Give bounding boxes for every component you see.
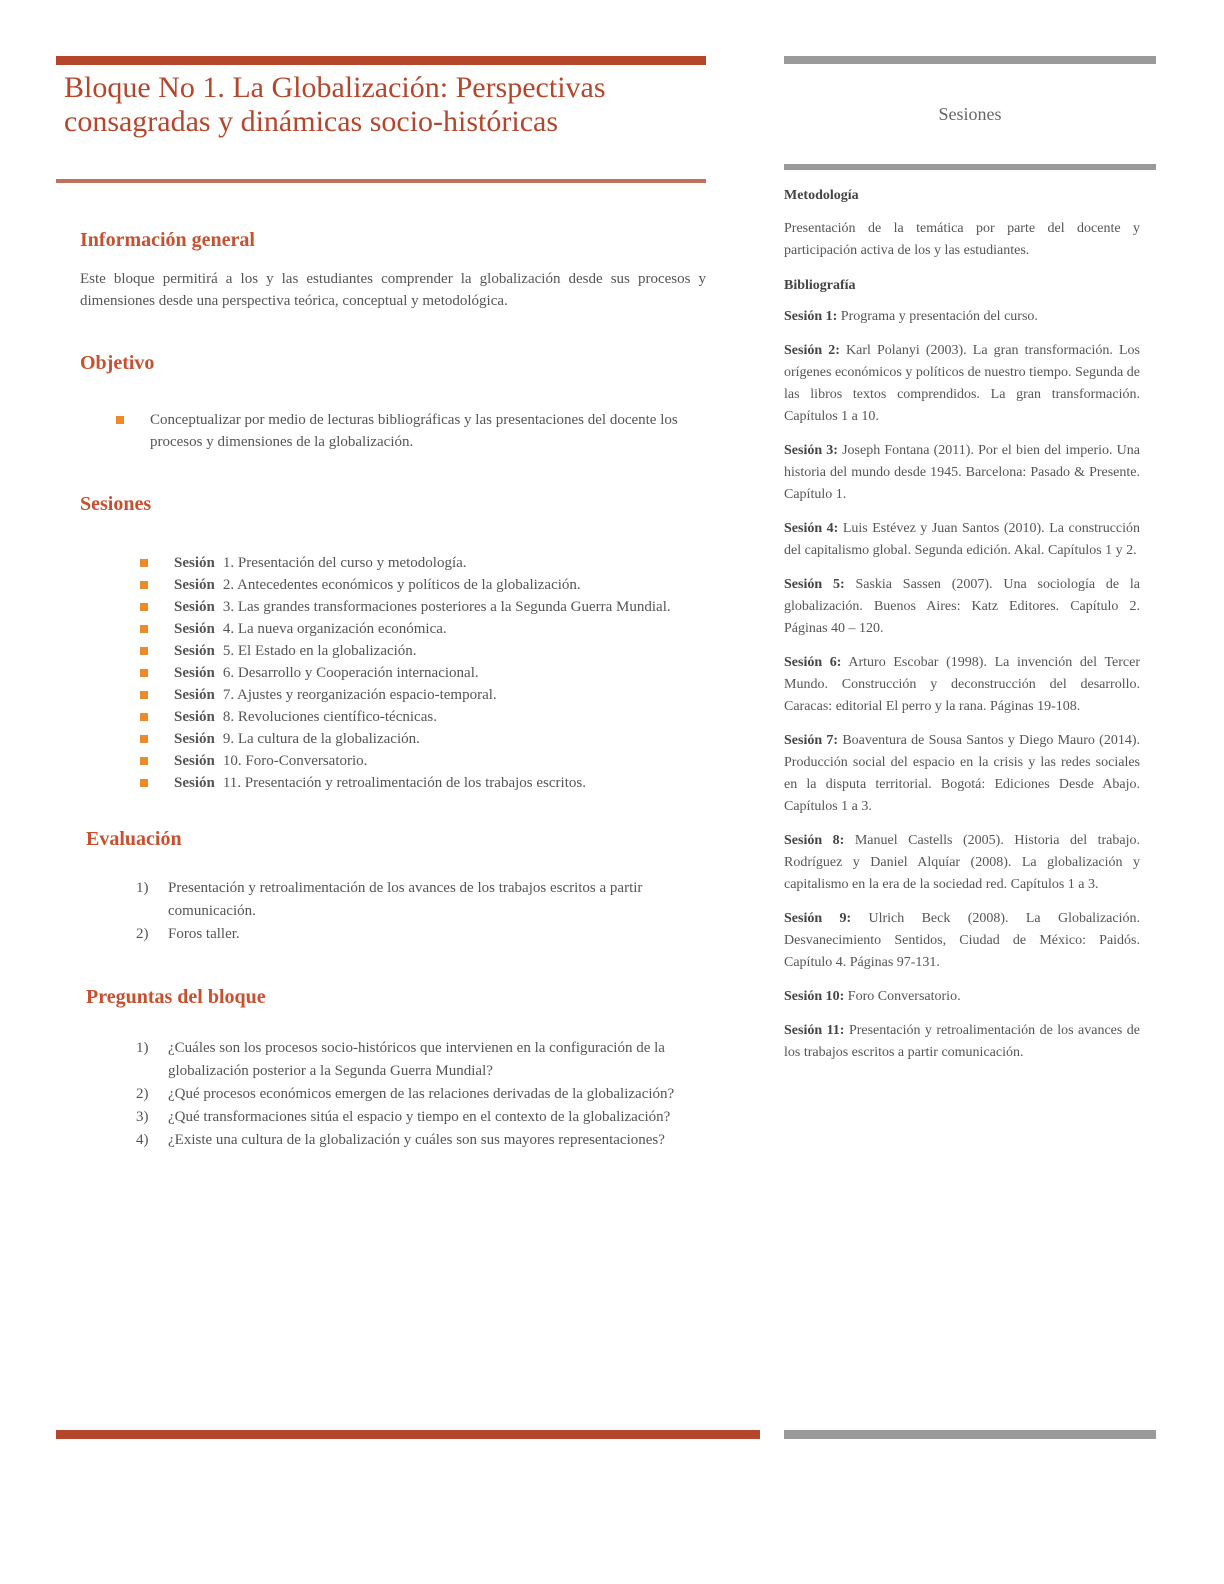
bullet-icon [140,757,148,765]
biblio-entry: Sesión 8: Manuel Castells (2005). Historia del trabajo. Rodríguez y Daniel Alquíar (2008). La globalización y capitalismo en la era de la sociedad red. Capítulos 1 a 3. [784,833,1141,892]
biblio-entry: Sesión 7: Boaventura de Sousa Santos y Diego Mauro (2014). Producción social del espacio en la crisis y las redes sociales en la disputa territorial. Bogotá: Ediciones Desde Abajo. Capítulos 1 a 3. [784,733,1140,814]
biblio-entry: Sesión 2: Karl Polanyi (2003). La gran transformación. Los orígenes económicos y políticos de nuestro tiempo. Segunda de las libros textos comprendidos. La gran transformación. Capítulos 1 a 10. [784,343,1140,424]
page-title: Bloque No 1. La Globalización: Perspectivas consagradas y dinámicas socio-históricas [64,71,606,138]
sesion-item: Sesión 11. Presentación y retroalimentación de los trabajos escritos. [174,772,730,794]
footer-rule-right [784,1430,1156,1439]
footer-rule-left [56,1430,760,1439]
biblio-entry: Sesión 3: Joseph Fontana (2011). Por el bien del imperio. Una historia del mundo desde 1945. Barcelona: Pasado & Presente. Capítulo 1. [784,443,1140,502]
biblio-entry: Sesión 6: Arturo Escobar (1998). La invención del Tercer Mundo. Construcción y deconstrucción del desarrollo. Caracas: editorial El perro y la rana. Páginas 19-108. [784,655,1140,714]
pregunta-item: 1) ¿Cuáles son los procesos socio-históricos que intervienen en la configuración de la globalización posterior a la Segunda Guerra Mundial? [136,1040,665,1079]
bullet-icon [140,603,148,611]
biblio-entry: Sesión 5: Saskia Sassen (2007). Una sociología de la globalización. Buenos Aires: Katz Editores. Capítulo 2. Páginas 40 – 120. [784,577,1140,636]
bibliografia-list [784,306,1140,1064]
sesion-item: Sesión 2. Antecedentes económicos y políticos de la globalización. [174,574,730,596]
evaluacion-list [136,877,674,946]
evaluacion-item: 2) Foros taller. [136,926,240,942]
bullet-icon [140,691,148,699]
sesion-item: Sesión 8. Revoluciones científico-técnicas. [174,706,730,728]
bullet-icon [140,647,148,655]
pregunta-item: 2) ¿Qué procesos económicos emergen de las relaciones derivadas de la globalización? [136,1086,675,1102]
sesion-item: Sesión 6. Desarrollo y Cooperación internacional. [174,662,730,684]
metodologia-heading: Metodología [784,188,859,203]
bullet-icon [140,625,148,633]
sesion-item: Sesión 1. Presentación del curso y metodología. [174,552,730,574]
sesiones-list [174,552,730,794]
bibliografia-heading: Bibliografía [784,278,856,293]
sidebar-column [784,56,1156,1064]
sesion-item: Sesión 5. El Estado en la globalización. [174,640,730,662]
sesion-item: Sesión 7. Ajustes y reorganización espacio-temporal. [174,684,730,706]
sesion-item: Sesión 4. La nueva organización económica. [174,618,730,640]
evaluacion-heading: Evaluación [86,828,182,850]
sidebar-top-rule [784,56,1156,64]
preguntas-heading: Preguntas del bloque [86,986,266,1008]
sesion-item: Sesión 9. La cultura de la globalización. [174,728,730,750]
biblio-entry: Sesión 4: Luis Estévez y Juan Santos (2010). La construcción del capitalismo global. Segunda edición. Akal. Capítulos 1 y 2. [784,521,1141,558]
bullet-icon [116,416,124,424]
evaluacion-item: 1) Presentación y retroalimentación de los avances de los trabajos escritos a partir comunicación. [136,880,643,919]
main-column [56,56,706,1152]
bullet-icon [140,735,148,743]
title-top-rule [56,56,706,65]
metodologia-text: Presentación de la temática por parte del docente y participación activa de los y las estudiantes. [784,221,1140,258]
bullet-icon [140,713,148,721]
sesion-item: Sesión 3. Las grandes transformaciones posteriores a la Segunda Guerra Mundial. [174,596,730,618]
bullet-icon [140,669,148,677]
bullet-icon [140,559,148,567]
biblio-entry: Sesión 10: Foro Conversatorio. [784,989,961,1004]
sidebar-title: Sesiones [938,103,1002,124]
sesion-item: Sesión 10. Foro-Conversatorio. [174,750,730,772]
sesiones-heading: Sesiones [80,493,152,515]
bullet-icon [140,779,148,787]
objetivo-item: Conceptualizar por medio de lecturas bibliográficas y las presentaciones del docente los procesos y dimensiones de la globalización. [150,409,680,453]
info-text: Este bloque permitirá a los y las estudiantes comprender la globalización desde sus procesos y dimensiones desde una perspectiva teórica, conceptual y metodológica. [80,271,706,309]
biblio-entry: Sesión 1: Programa y presentación del curso. [784,309,1038,324]
pregunta-item: 4) ¿Existe una cultura de la globalización y cuáles son sus mayores representaciones? [136,1132,665,1148]
objetivo-heading: Objetivo [80,352,155,374]
info-heading: Información general [80,229,255,251]
biblio-entry: Sesión 11: Presentación y retroalimentación de los avances de los trabajos escritos a partir comunicación. [784,1023,1140,1060]
bullet-icon [140,581,148,589]
preguntas-list [136,1037,690,1152]
pregunta-item: 3) ¿Qué transformaciones sitúa el espacio y tiempo en el contexto de la globalización? [136,1109,671,1125]
biblio-entry: Sesión 9: Ulrich Beck (2008). La Globalización. Desvanecimiento Sentidos, Ciudad de México: Paidós. Capítulo 4. Páginas 97-131. [784,911,1140,970]
objetivo-list [150,409,680,453]
